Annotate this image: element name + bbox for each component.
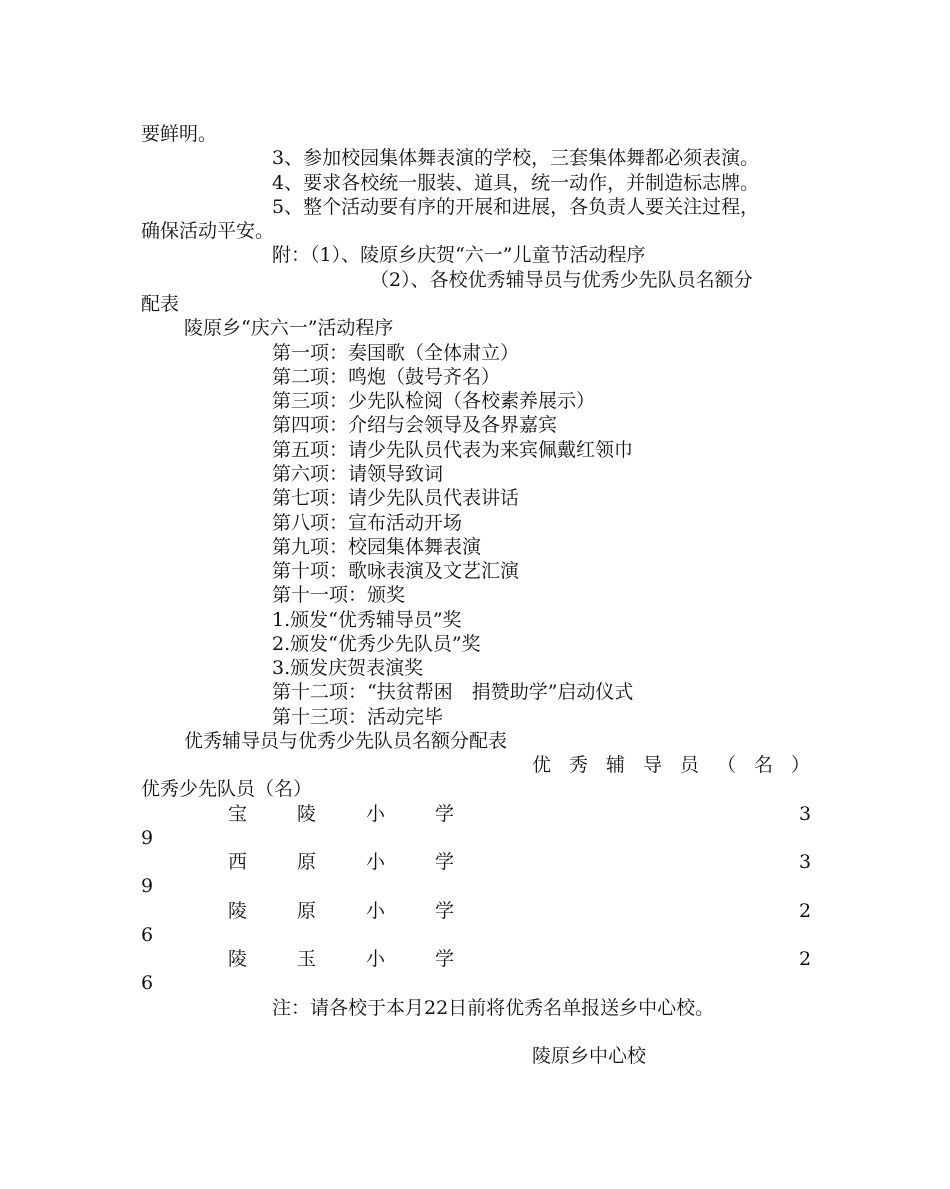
program-item: 3.颁发庆贺表演奖 bbox=[272, 657, 424, 679]
header-char: 秀 bbox=[569, 754, 589, 776]
requirement-item-5: 5、整个活动要有序的开展和进展，各负责人要关注过程， bbox=[272, 196, 760, 218]
program-item: 第十一项：颁奖 bbox=[272, 584, 406, 606]
program-item: 第十二项：“扶贫帮困 捐赞助学”启动仪式 bbox=[272, 681, 634, 703]
program-item: 第五项：请少先队员代表为来宾佩戴红领巾 bbox=[272, 439, 634, 461]
school-char: 小 bbox=[366, 851, 386, 873]
program-item: 第三项：少先队检阅（各校素养展示） bbox=[272, 390, 596, 412]
signature: 陵原乡中心校 bbox=[532, 1045, 647, 1067]
program-item: 1.颁发“优秀辅导员”奖 bbox=[272, 609, 462, 631]
program-item: 第四项：介绍与会领导及各界嘉宾 bbox=[272, 414, 558, 436]
program-item: 第一项：奏国歌（全体肃立） bbox=[272, 342, 520, 364]
program-item: 2.颁发“优秀少先队员”奖 bbox=[272, 633, 481, 655]
counsellor-count: 2 bbox=[799, 900, 812, 922]
text-line: 确保活动平安。 bbox=[141, 220, 275, 242]
program-item: 第二项：鸣炮（鼓号齐名） bbox=[272, 366, 501, 388]
school-char: 小 bbox=[366, 803, 386, 825]
school-char: 小 bbox=[366, 900, 386, 922]
deadline-note: 注：请各校于本月22日前将优秀名单报送乡中心校。 bbox=[272, 997, 715, 1019]
text-line: 配表 bbox=[141, 293, 180, 315]
pioneer-count: 6 bbox=[141, 924, 154, 946]
header-char: 导 bbox=[643, 754, 663, 776]
program-item: 第九项：校园集体舞表演 bbox=[272, 536, 482, 558]
header-char: ） bbox=[791, 754, 811, 776]
header-char: 优 bbox=[532, 754, 552, 776]
pioneer-count: 6 bbox=[141, 972, 154, 994]
school-char: 小 bbox=[366, 948, 386, 970]
school-char: 玉 bbox=[297, 948, 317, 970]
attachment-1: 附：（1）、陵原乡庆贺“六一”儿童节活动程序 bbox=[272, 244, 646, 266]
school-char: 原 bbox=[297, 900, 317, 922]
school-char: 学 bbox=[435, 803, 455, 825]
school-char: 学 bbox=[435, 948, 455, 970]
program-item: 第十项：歌咏表演及文艺汇演 bbox=[272, 560, 520, 582]
counsellor-count: 2 bbox=[799, 948, 812, 970]
pioneer-count: 9 bbox=[141, 827, 154, 849]
counsellor-count: 3 bbox=[799, 851, 812, 873]
school-char: 原 bbox=[297, 851, 317, 873]
requirement-item-4: 4、要求各校统一服装、道具，统一动作，并制造标志牌。 bbox=[272, 172, 760, 194]
text-line: 要鲜明。 bbox=[141, 123, 218, 145]
program-item: 第八项：宣布活动开场 bbox=[272, 512, 463, 534]
school-char: 学 bbox=[435, 851, 455, 873]
school-char: 陵 bbox=[297, 803, 317, 825]
header-char: （ bbox=[717, 754, 737, 776]
program-item: 第六项：请领导致词 bbox=[272, 463, 444, 485]
school-char: 学 bbox=[435, 900, 455, 922]
school-char: 西 bbox=[228, 851, 248, 873]
school-char: 陵 bbox=[228, 948, 248, 970]
header-char: 名 bbox=[754, 754, 774, 776]
quota-table-title: 优秀辅导员与优秀少先队员名额分配表 bbox=[184, 730, 508, 752]
counsellor-count: 3 bbox=[799, 803, 812, 825]
program-item: 第七项：请少先队员代表讲话 bbox=[272, 487, 520, 509]
header-pioneers: 优秀少先队员（名） bbox=[141, 778, 313, 800]
pioneer-count: 9 bbox=[141, 875, 154, 897]
program-item: 第十三项：活动完毕 bbox=[272, 706, 444, 728]
header-char: 辅 bbox=[606, 754, 626, 776]
attachment-2: （2）、各校优秀辅导员与优秀少先队员名额分 bbox=[370, 269, 753, 291]
school-char: 宝 bbox=[228, 803, 248, 825]
header-char: 员 bbox=[680, 754, 700, 776]
school-char: 陵 bbox=[228, 900, 248, 922]
requirement-item-3: 3、参加校园集体舞表演的学校，三套集体舞都必须表演。 bbox=[272, 147, 760, 169]
program-title: 陵原乡“庆六一”活动程序 bbox=[184, 317, 394, 339]
